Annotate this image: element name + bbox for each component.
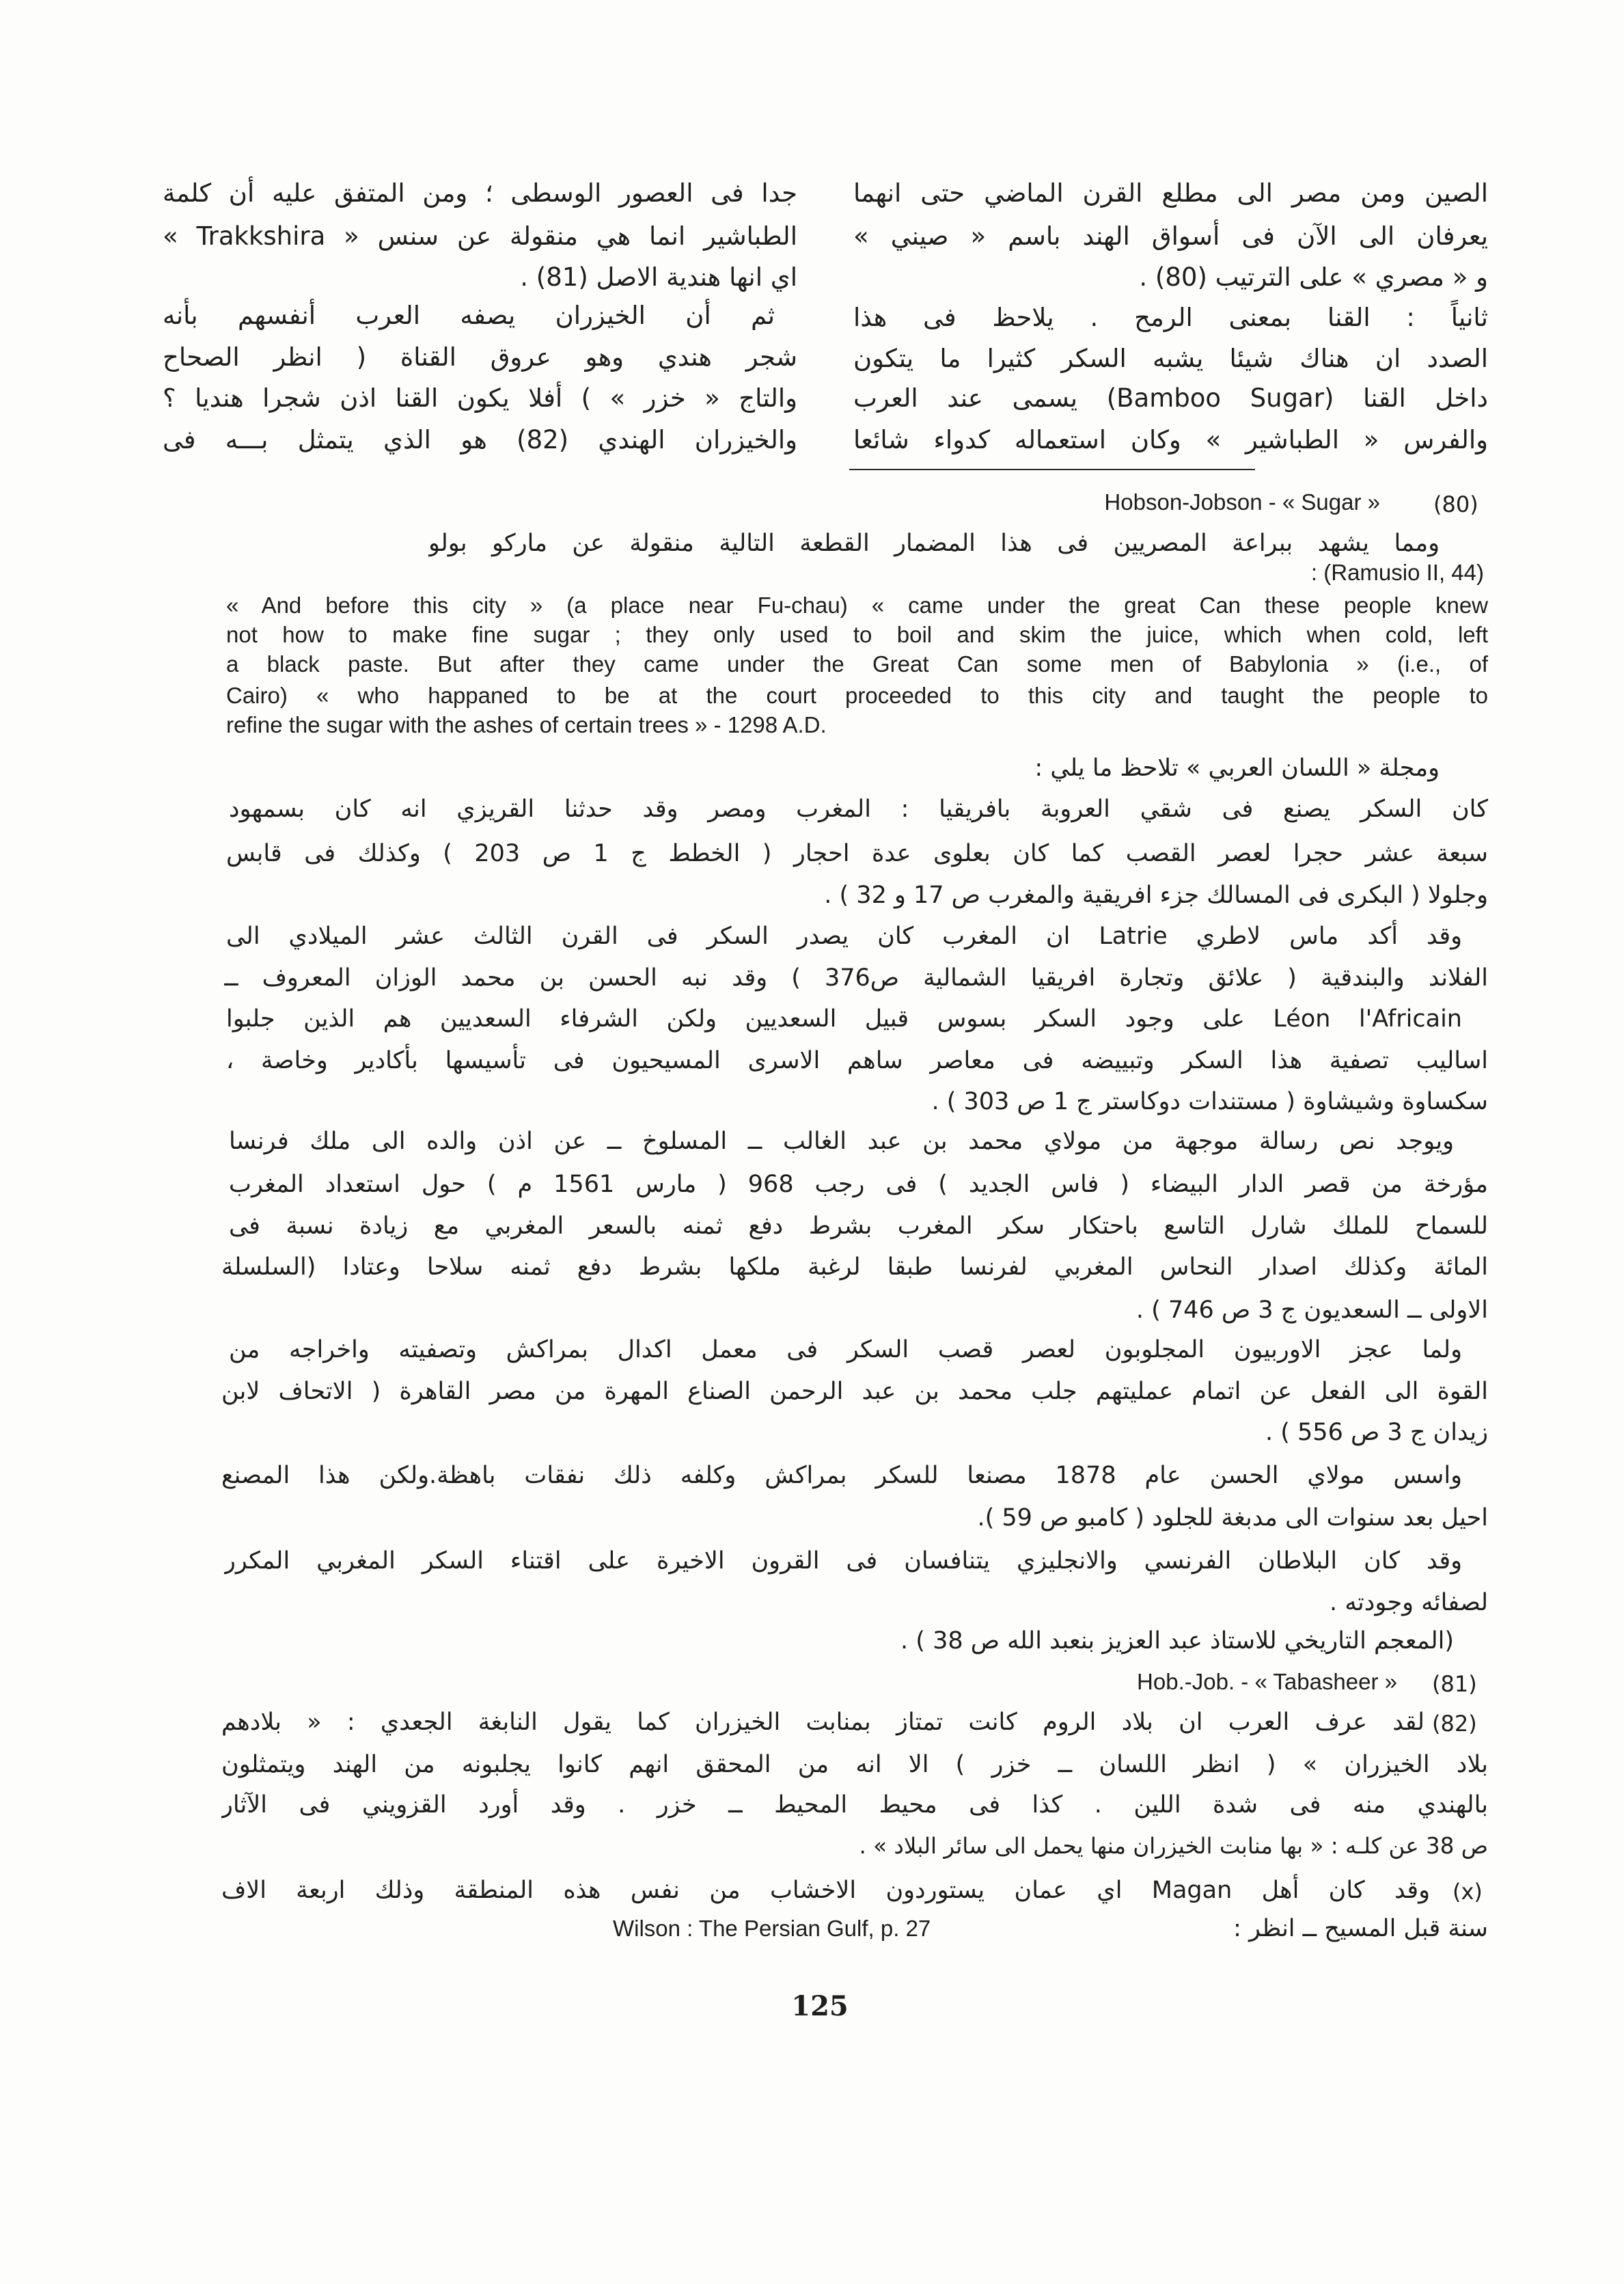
footnote-citation: Hob.-Job. - « Tabasheer » bbox=[1137, 1669, 1397, 1694]
footnote-line: وقد أكد ماس لاطري Latrie ان المغرب كان يصدر السكر فى القرن الثالث عشر الميلادي الى bbox=[226, 923, 1462, 950]
footnote-reference: Wilson : The Persian Gulf, p. 27 bbox=[613, 1916, 931, 1941]
footnote-line: الفلاند والبندقية ( علائق وتجارة افريقيا الشمالية ص376 ) وقد نبه الحسن بن محمد الوزان المعروف ــ bbox=[224, 964, 1488, 992]
footnote-source: : (Ramusio II, 44) bbox=[1310, 560, 1484, 585]
right-column-line: ثانياً : القنا بمعنى الرمح . يلاحظ فى هذا bbox=[853, 303, 1488, 332]
footnote-line: بالهندي منه فى شدة اللين . كذا فى محيط المحيط ــ خزر . وقد أورد القزويني فى الآثار bbox=[221, 1791, 1488, 1819]
right-column-line: الصين ومن مصر الى مطلع القرن الماضي حتى انهما bbox=[853, 178, 1488, 208]
footnote-line: بلاد الخيزران » ( انظر اللسان ــ خزر ) الا انه من المحقق انهم كانوا يجلبونه من الهند ويتمثلون bbox=[221, 1751, 1488, 1778]
footnote-marker-80: (80) bbox=[1433, 491, 1478, 517]
right-column-line: الصدد ان هناك شيئا يشبه السكر كثيرا ما يتكون bbox=[853, 344, 1488, 373]
footnote-line: سكساوة وشيشاوة ( مستندات دوكاستر ج 1 ص 303 ) . bbox=[931, 1088, 1488, 1115]
footnote-line: لقد عرف العرب ان بلاد الروم كانت تمتاز بمنابت الخيزران كما يقول النابغة الجعدي : « بلادهم bbox=[221, 1709, 1425, 1736]
quote-line: Cairo) « who happaned to be at the court proceeded to this city and taught the people to bbox=[226, 683, 1488, 708]
footnote-line: احيل بعد سنوات الى مدبغة للجلود ( كامبو ص 59 ). bbox=[977, 1504, 1488, 1532]
footnote-separator bbox=[849, 469, 1255, 470]
footnote-line: وجلولا ( البكرى فى المسالك جزء افريقية والمغرب ص 17 و 32 ) . bbox=[824, 882, 1488, 909]
footnote-line: ومجلة « اللسان العربي » تلاحظ ما يلي : bbox=[1034, 754, 1440, 782]
footnote-citation: Hobson-Jobson - « Sugar » bbox=[1104, 489, 1380, 515]
quote-line: not how to make fine sugar ; they only used to boil and skim the juice, which when cold, left bbox=[226, 622, 1488, 647]
footnote-line: Léon l'Africain على وجود السكر بسوس قبيل السعديين ولكن الشرفاء السعديين هم الذين جلبوا bbox=[226, 1005, 1462, 1033]
footnote-line: (المعجم التاريخي للاستاذ عبد العزيز بنعبد الله ص 38 ) . bbox=[900, 1627, 1454, 1655]
right-column-line: داخل القنا (Bamboo Sugar) يسمى عند العرب bbox=[853, 383, 1488, 413]
left-column-line: شجر هندي وهو عروق القناة ( انظر الصحاح bbox=[163, 342, 797, 372]
footnote-line: سبعة عشر حجرا لعصر القصب كما كان بعلوى عدة احجار ( الخطط ج 1 ص 203 ) وكذلك فى قابس bbox=[226, 840, 1488, 867]
left-column-line: ثم أن الخيزران يصفه العرب أنفسهم بأنه bbox=[163, 301, 775, 330]
right-column-line: و « مصري » على الترتيب (80) . bbox=[1139, 262, 1488, 292]
footnote-line: سنة قبل المسيح ــ انظر : bbox=[1233, 1915, 1488, 1942]
footnote-line: وقد كان أهل Magan اي عمان يستوردون الاخشاب من نفس هذه المنطقة وذلك اربعة الاف bbox=[221, 1877, 1430, 1904]
footnote-line: ولما عجز الاوربيون المجلوبون لعصر قصب السكر فى معمل اكدال بمراكش وتصفيته واخراجه من bbox=[229, 1336, 1462, 1363]
footnote-line: وقد كان البلاطان الفرنسي والانجليزي يتنافسان فى القرون الاخيرة على اقتناء السكر المغربي المكرر bbox=[224, 1547, 1462, 1575]
footnote-marker-x: (x) bbox=[1453, 1879, 1483, 1905]
quote-line: refine the sugar with the ashes of certain trees » - 1298 A.D. bbox=[226, 712, 827, 737]
footnote-line: زيدان ج 3 ص 556 ) . bbox=[1265, 1419, 1488, 1446]
footnote-marker-82: (82) bbox=[1432, 1711, 1477, 1737]
footnote-line: للسماح للملك شارل التاسع باحتكار سكر المغرب بشرط دفع ثمنه بالسعر المغربي مع زيادة نسبة فى bbox=[229, 1212, 1488, 1240]
footnote-line: ص 38 عن كلـه : « بها منابت الخيزران منها يحمل الى سائر البلاد » . bbox=[859, 1833, 1488, 1859]
left-column-line: الطباشير انما هي منقولة عن سنس « Trakkshira » bbox=[163, 221, 797, 251]
footnote-line: اساليب تصفية هذا السكر وتبييضه فى معاصر ساهم الاسرى المسيحيون فى تأسيسها بأكادير وخاصة ، bbox=[226, 1047, 1488, 1074]
footnote-line: كان السكر يصنع فى شقي العروبة بافريقيا : المغرب ومصر وقد حدثنا القريزي انه كان بسمهود bbox=[229, 796, 1488, 823]
right-column-line: يعرفان الى الآن فى أسواق الهند باسم « صيني » bbox=[853, 221, 1488, 251]
page-number: 125 bbox=[791, 1990, 849, 2022]
footnote-line: ومما يشهد ببراعة المصريين فى هذا المضمار القطعة التالية منقولة عن ماركو بولو bbox=[428, 530, 1440, 557]
footnote-line: لصفائه وجودته . bbox=[1330, 1589, 1488, 1616]
left-column-line: جدا فى العصور الوسطى ؛ ومن المتفق عليه أن كلمة bbox=[163, 178, 797, 208]
left-column-line: اي انها هندية الاصل (81) . bbox=[520, 262, 797, 292]
quote-line: « And before this city » (a place near Fu-chau) « came under the great Can these people knew bbox=[226, 593, 1488, 618]
footnote-line: القوة الى الفعل عن اتمام عمليتهم جلب محمد بن عبد الرحمن الصناع المهرة من مصر القاهرة ( الاتحاف لابن bbox=[221, 1378, 1488, 1405]
quote-line: a black paste. But after they came under the Great Can some men of Babylonia » (i.e., of bbox=[226, 651, 1488, 677]
footnote-line: واسس مولاي الحسن عام 1878 مصنعا للسكر بمراكش وكلفه ذلك نفقات باهظة.ولكن هذا المصنع bbox=[221, 1462, 1462, 1489]
footnote-line: المائة وكذلك اصدار النحاس المغربي لفرنسا طبقا لرغبة ملكها بشرط دفع ثمنه سلاحا وعتادا (السلسلة bbox=[221, 1253, 1488, 1281]
footnote-line: مؤرخة من قصر الدار البيضاء ( فاس الجديد ) فى رجب 968 ( مارس 1561 م ) حول استعداد المغرب bbox=[229, 1171, 1488, 1198]
left-column-line: والخيزران الهندي (82) هو الذي يتمثل بـــه فى bbox=[163, 425, 797, 454]
right-column-line: والفرس « الطباشير » وكان استعماله كدواء شائعا bbox=[853, 425, 1488, 454]
left-column-line: والتاج « خزر » ) أفلا يكون القنا اذن شجرا هنديا ؟ bbox=[163, 383, 797, 413]
footnote-marker-81: (81) bbox=[1432, 1671, 1477, 1697]
footnote-line: الاولى ــ السعديون ج 3 ص 746 ) . bbox=[1136, 1296, 1488, 1324]
footnote-line: ويوجد نص رسالة موجهة من مولاي محمد بن عبد الغالب ــ المسلوخ ــ عن اذن والده الى ملك فرنسا bbox=[229, 1128, 1454, 1155]
